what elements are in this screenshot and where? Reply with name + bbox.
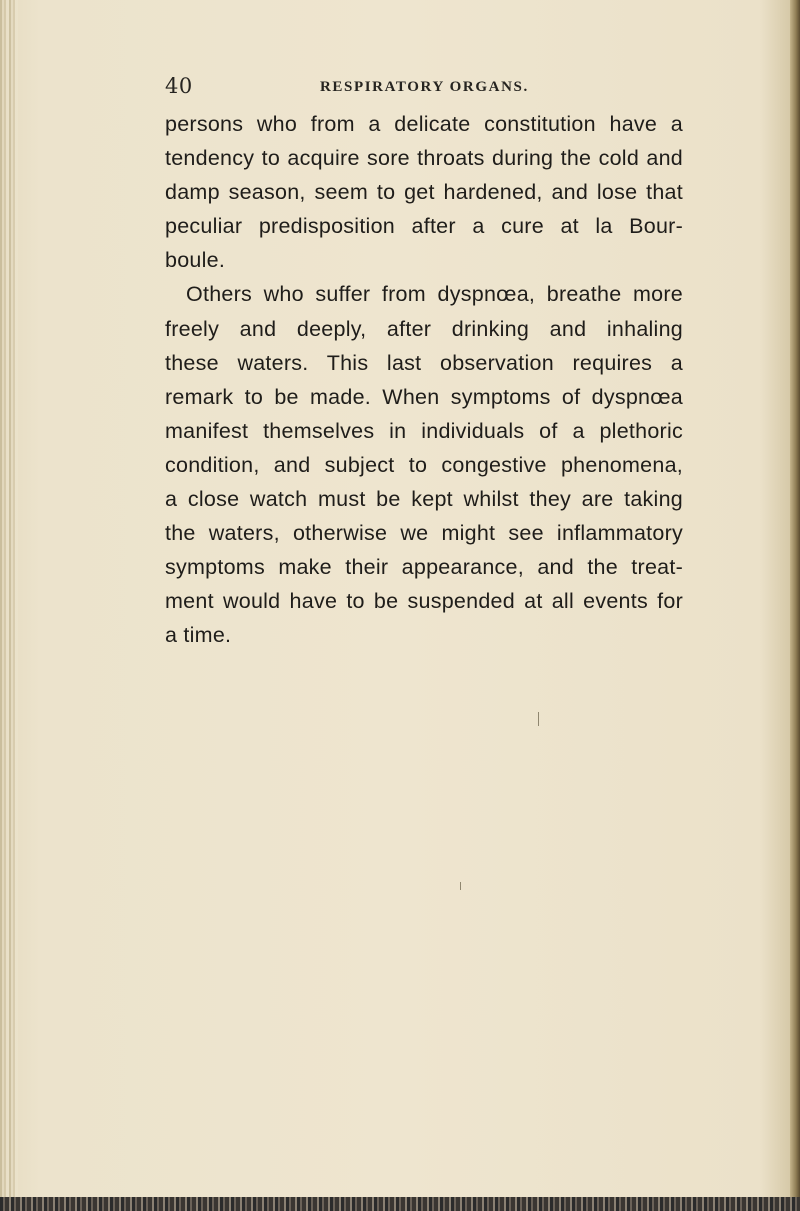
text-line: a time.: [165, 623, 232, 648]
text-line: tendency to acquire sore throats during the cold and: [165, 146, 683, 171]
text-line: condition, and subject to congestive phenomena,: [165, 452, 683, 477]
page-fore-edge: [790, 0, 800, 1211]
page-bottom-edge: [0, 1197, 800, 1211]
paper-speck: [460, 882, 461, 890]
text-line: peculiar predisposition after a cure at la Bour-: [165, 214, 683, 239]
text-line: persons who from a delicate constitution have a: [165, 112, 683, 136]
paragraph-2: [165, 277, 683, 652]
text-line: symptoms make their appearance, and the treat-: [165, 555, 683, 580]
text-line: damp season, seem to get hardened, and lose that: [165, 180, 683, 205]
page-header: [165, 74, 685, 104]
page-gutter-edge: [0, 0, 18, 1200]
body-text: [165, 107, 683, 653]
text-line: boule.: [165, 248, 226, 273]
running-head: RESPIRATORY ORGANS.: [320, 79, 529, 95]
page-number: 40: [165, 74, 193, 98]
text-line: the waters, otherwise we might see inflammatory: [165, 521, 683, 546]
text-line: remark to be made. When symptoms of dyspnœa: [165, 384, 683, 409]
text-line: manifest themselves in individuals of a plethoric: [165, 418, 683, 443]
paragraph-1: [165, 107, 683, 277]
text-line: freely and deeply, after drinking and inhaling: [165, 316, 683, 341]
text-line: a close watch must be kept whilst they are taking: [165, 487, 683, 512]
text-line: Others who suffer from dyspnœa, breathe more: [186, 282, 683, 307]
text-line: ment would have to be suspended at all events for: [165, 589, 683, 614]
paper-speck: [538, 712, 539, 726]
text-line: these waters. This last observation requires a: [165, 350, 683, 375]
